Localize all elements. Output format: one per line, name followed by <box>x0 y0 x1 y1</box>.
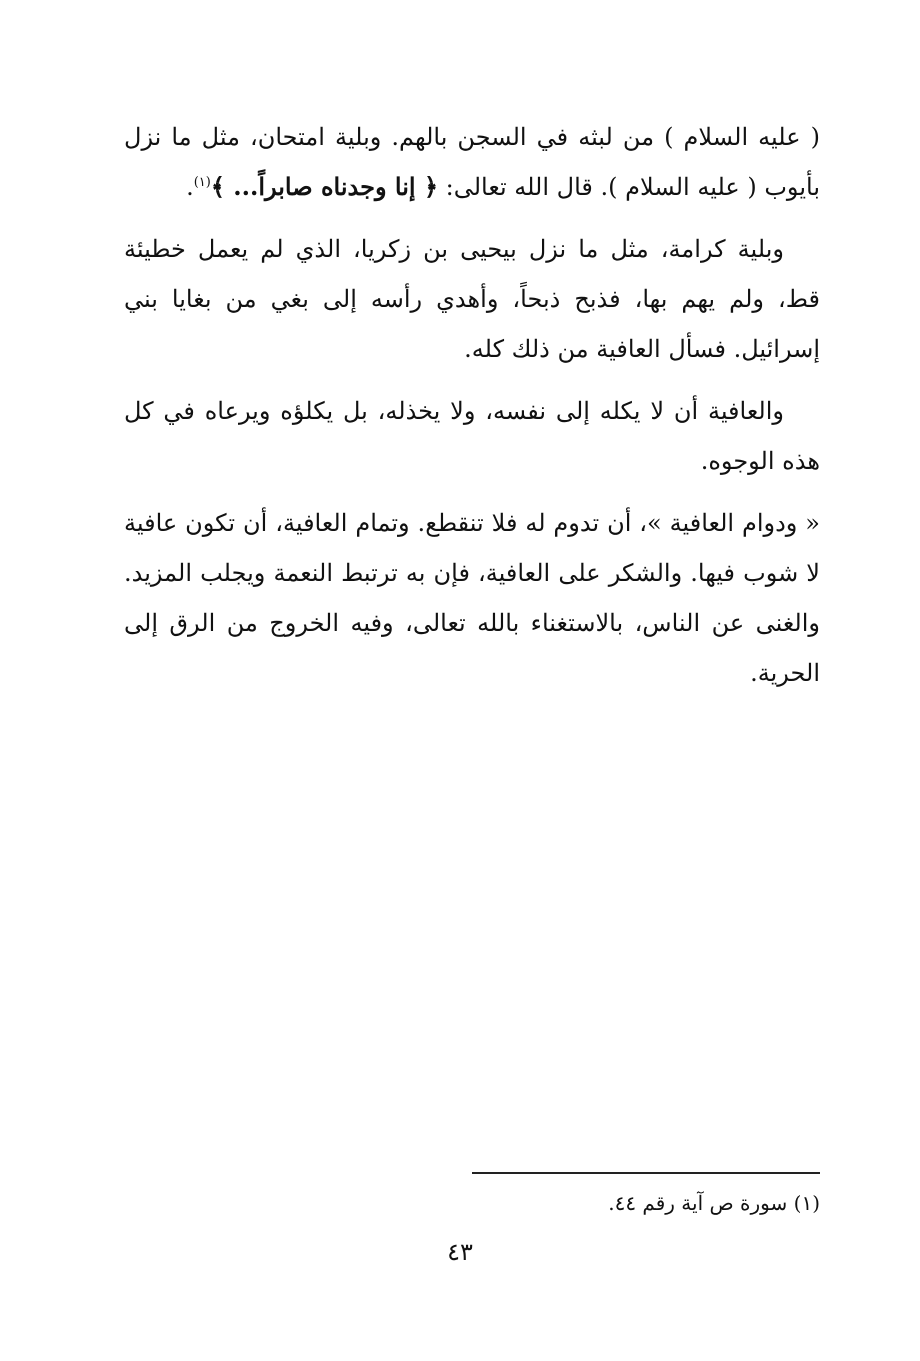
quran-verse: ﴿ إنا وجدناه صابراً... ﴾ <box>210 172 439 201</box>
body-text <box>124 112 820 710</box>
footnote-divider <box>472 1172 820 1174</box>
paragraph-4-text: « ودوام العافية »، أن تدوم له فلا تنقطع. وتمام العافية، أن تكون عافية لا شوب فيها. والشكر على العافية، فإن به ترتبط النعمة ويجلب المزيد. والغنى عن الناس، بالاستغناء بالله تعالى، وفيه الخروج من الرق إلى الحرية. <box>124 509 820 687</box>
paragraph-2-text: وبلية كرامة، مثل ما نزل بيحيى بن زكريا، الذي لم يعمل خطيئة قط، ولم يهم بها، فذبح ذبحاً، وأهدي رأسه إلى بغي من بغايا بني إسرائيل. فسأل العافية من ذلك كله. <box>124 235 820 363</box>
paragraph-4 <box>124 498 820 698</box>
paragraph-1-end: . <box>186 173 194 201</box>
paragraph-1 <box>124 112 820 212</box>
footnote: (١) سورة ص آية رقم ٤٤. <box>608 1191 820 1215</box>
paragraph-3-text: والعافية أن لا يكله إلى نفسه، ولا يخذله، بل يكلؤه ويرعاه في كل هذه الوجوه. <box>124 397 820 475</box>
paragraph-2 <box>124 224 820 374</box>
paragraph-3 <box>124 386 820 486</box>
page-number: ٤٣ <box>447 1238 473 1266</box>
footnote-marker: (١) <box>193 175 211 190</box>
paragraph-1-text: ( عليه السلام ) من لبثه في السجن بالهم. وبلية امتحان، مثل ما نزل بأيوب ( عليه السلام ). قال الله تعالى: <box>124 123 820 201</box>
